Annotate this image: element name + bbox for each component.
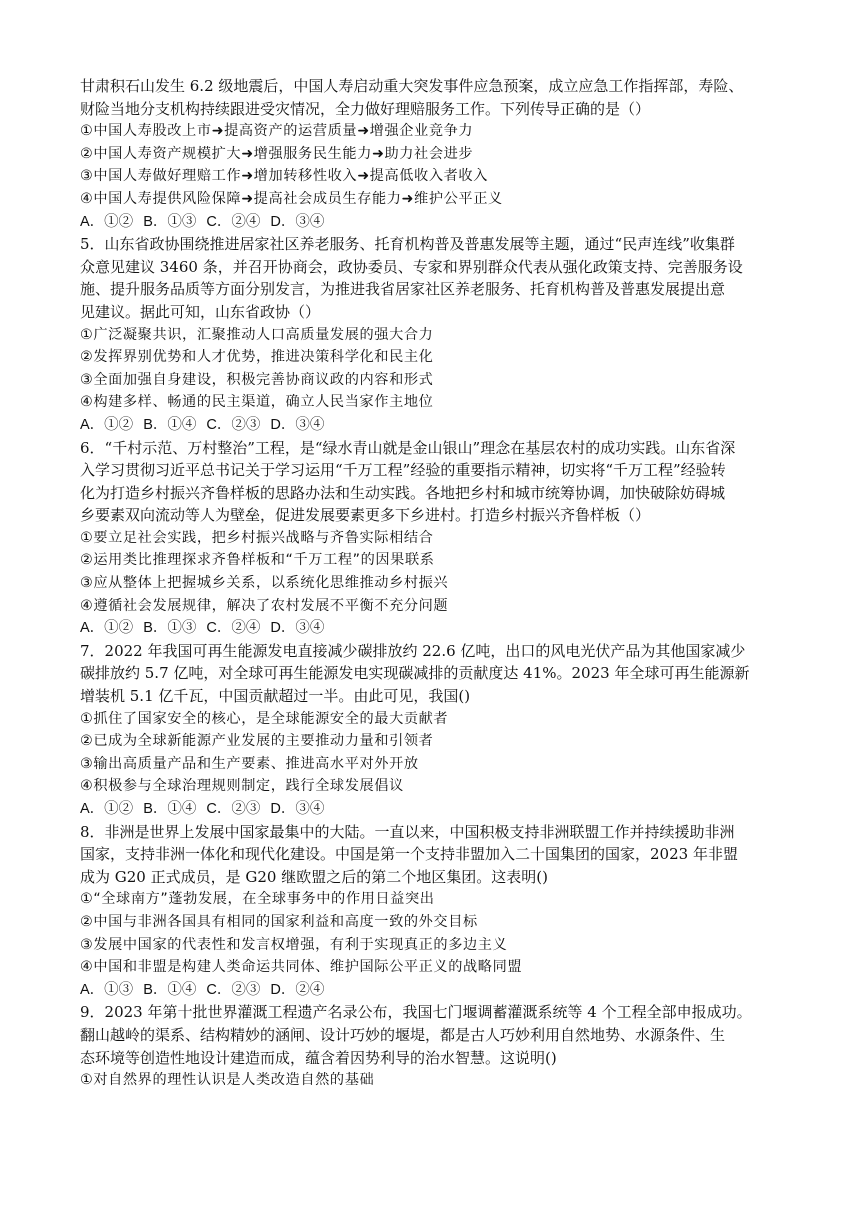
option-3: ③中国人寿做好理赔工作➜增加转移性收入➜提高低收入者收入 [80, 168, 488, 185]
question-7 [80, 640, 782, 821]
option-1: ①对自然界的理性认识是人类改造自然的基础 [80, 1072, 375, 1089]
question-4-continued [80, 75, 782, 233]
question-stem-line: 众意见建议 3460 条，并召开协商会，政协委员、专家和界别群众代表从强化政策支持、完善服务设 [80, 257, 743, 276]
question-8 [80, 821, 782, 1002]
question-9 [80, 1001, 782, 1091]
answer-choices: A．①② B．①④ C．②③ D．③④ [80, 801, 325, 817]
question-stem-line: 8．非洲是世界上发展中国家最集中的大陆。一直以来，中国积极支持非洲联盟工作并持续援助非洲 [80, 822, 735, 841]
option-4: ④中国和非盟是构建人类命运共同体、维护国际公平正义的战略同盟 [80, 959, 523, 976]
option-4: ④构建多样、畅通的民主渠道，确立人民当家作主地位 [80, 394, 434, 411]
option-4: ④中国人寿提供风险保障➜提高社会成员生存能力➜维护公平正义 [80, 190, 503, 207]
question-stem-line: 入学习贯彻习近平总书记关于学习运用“千万工程”经验的重要指示精神，切实将“千万工程”经验转 [80, 461, 726, 480]
option-1: ①广泛凝聚共识，汇聚推动人口高质量发展的强大合力 [80, 326, 434, 343]
question-stem-line: 翻山越岭的渠系、结构精妙的涵闸、设计巧妙的堰堤，都是古人巧妙利用自然地势、水源条件、生 [80, 1025, 726, 1044]
question-stem-line: 增装机 5.1 亿千瓦，中国贡献超过一半。由此可见，我国() [80, 687, 471, 706]
question-stem-line: 甘肃积石山发生 6.2 级地震后，中国人寿启动重大突发事件应急预案，成立应急工作指挥部，寿险、 [80, 77, 744, 95]
option-3: ③输出高质量产品和生产要素、推进高水平对外开放 [80, 755, 419, 772]
option-1: ①“全球南方”蓬勃发展，在全球事务中的作用日益突出 [80, 891, 435, 908]
option-1: ①中国人寿股改上市➜提高资产的运营质量➜增强企业竞争力 [80, 123, 474, 140]
option-3: ③全面加强自身建设，积极完善协商议政的内容和形式 [80, 371, 434, 388]
option-3: ③发展中国家的代表性和发言权增强，有利于实现真正的多边主义 [80, 936, 508, 953]
option-2: ②运用类比推理探求齐鲁样板和“千万工程”的因果联系 [80, 552, 435, 569]
option-1: ①要立足社会实践，把乡村振兴战略与齐鲁实际相结合 [80, 529, 434, 546]
answer-choices: A．①③ B．①④ C．②③ D．②④ [80, 981, 325, 998]
option-2: ②已成为全球新能源产业发展的主要推动力量和引领者 [80, 733, 434, 750]
question-6 [80, 437, 782, 640]
question-stem-line: 财险当地分支机构持续跟进受灾情况，全力做好理赔服务工作。下列传导正确的是（） [80, 99, 651, 118]
answer-choices: A．①② B．①③ C．②④ D．③④ [80, 213, 325, 230]
option-2: ②中国与非洲各国具有相同的国家利益和高度一致的外交目标 [80, 913, 478, 930]
question-stem-line: 7．2022 年我国可再生能源发电直接减少碳排放约 22.6 亿吨，出口的风电光伏产品为其他国家减少 [80, 641, 746, 660]
option-4: ④积极参与全球治理规则制定，践行全球发展倡议 [80, 778, 404, 795]
answer-choices: A．①② B．①③ C．②④ D．③④ [80, 620, 325, 637]
question-5 [80, 233, 782, 436]
option-4: ④遵循社会发展规律，解决了农村发展不平衡不充分问题 [80, 597, 449, 614]
answer-choices: A．①② B．①④ C．②③ D．③④ [80, 416, 325, 433]
question-stem-line: 成为 G20 正式成员，是 G20 继欧盟之后的第二个地区集团。这表明() [80, 867, 548, 886]
option-2: ②发挥界别优势和人才优势，推进决策科学化和民主化 [80, 349, 434, 366]
option-1: ①抓住了国家安全的核心，是全球能源安全的最大贡献者 [80, 710, 449, 727]
option-2: ②中国人寿资产规模扩大➜增强服务民生能力➜助力社会进步 [80, 145, 474, 162]
question-stem-line: 化为打造乡村振兴齐鲁样板的思路办法和生动实践。各地把乡村和城市统筹协调，加快破除妨碍城 [80, 483, 726, 502]
question-stem-line: 施、提升服务品质等方面分别发言，为推进我省居家社区养老服务、托育机构普及普惠发展提出意 [80, 280, 726, 299]
question-stem-line: 乡要素双向流动等人为壁垒，促进发展要素更多下乡进村。打造乡村振兴齐鲁样板（） [80, 506, 651, 525]
question-stem-line: 国家，支持非洲一体化和现代化建设。中国是第一个支持非盟加入二十国集团的国家，2023 年非盟 [80, 845, 738, 864]
option-3: ③应从整体上把握城乡关系，以系统化思维推动乡村振兴 [80, 575, 449, 592]
question-stem-line: 6．“千村示范、万村整治”工程，是“绿水青山就是金山银山”理念在基层农村的成功实践。山东省深 [80, 438, 736, 457]
question-stem-line: 见建议。据此可知，山东省政协（） [80, 302, 321, 321]
question-stem-line: 态环境等创造性地设计建造而成，蕴含着因势利导的治水智慧。这说明() [80, 1048, 557, 1067]
question-stem-line: 9．2023 年第十批世界灌溉工程遗产名录公布，我国七门堰调蓄灌溉系统等 4 个工程全部申报成功。 [80, 1003, 752, 1022]
question-stem-line: 碳排放约 5.7 亿吨，对全球可再生能源发电实现碳减排的贡献度达 41%。2023 年全球可再生能源新 [80, 664, 750, 683]
question-stem-line: 5．山东省政协围绕推进居家社区养老服务、托育机构普及普惠发展等主题，通过“民声连线”收集群 [80, 235, 735, 254]
